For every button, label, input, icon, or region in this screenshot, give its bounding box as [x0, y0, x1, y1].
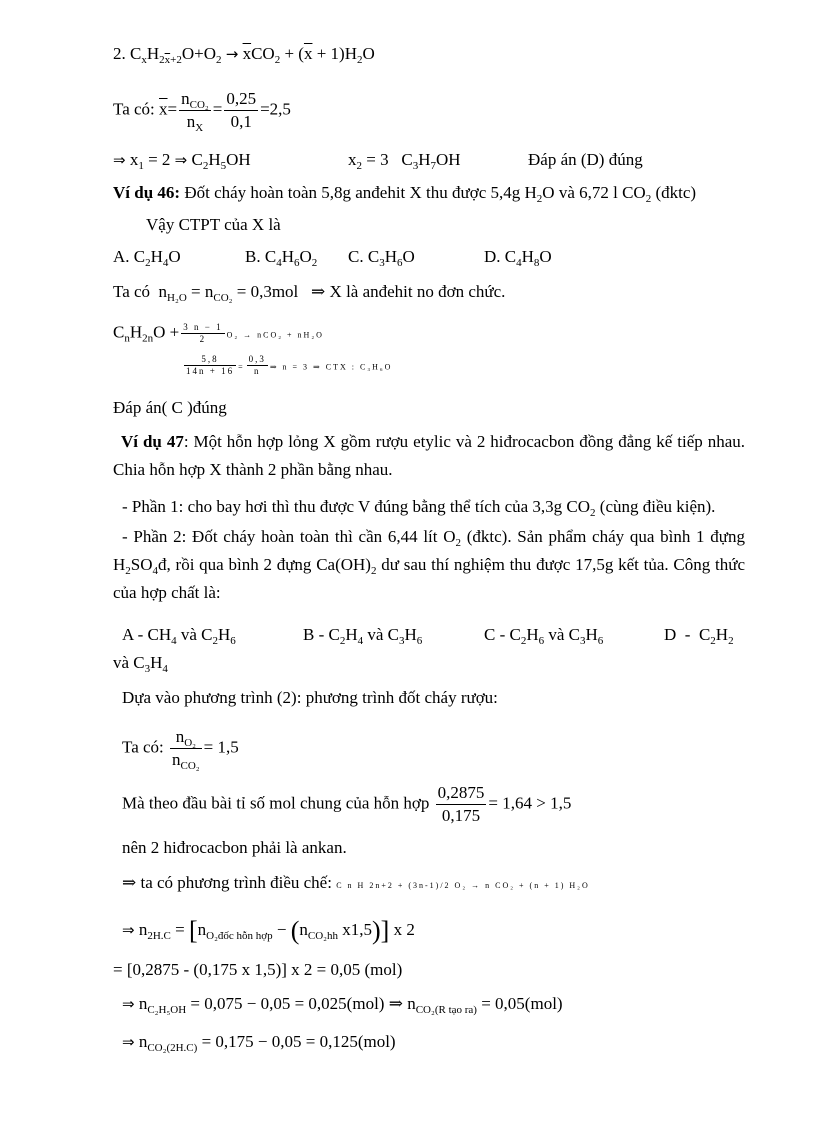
result-line-1: ⇒ $x_1 = 2$ ⇒ $C_2H_5OH$	[113, 150, 251, 172]
example-46-eq-1: $C_nH_{2n}O$ + $\frac{3 n - 1}{2}$ O₂ → nCO₂ + nH₂O	[113, 322, 324, 345]
equation-line-1: 2. $C_xH_{2\overline{x}+2}O+O_2 \to \overline{x}CO_2 + (\overline{x} + 1)H_2O$	[113, 44, 375, 66]
solution-line-6: ⇒ $n_{2H.C} = [n_{O_2đốc hỗn hợp} - (n_{CO_2hh}$ x1,5)] x 2	[122, 916, 415, 946]
ex47-option-c: C - $C_2H_6$ và $C_3H_6$	[484, 625, 604, 647]
solution-line-4: nên 2 hiđrocacbon phải là ankan.	[122, 838, 347, 857]
solution-line-9: ⇒ $n_{CO_2(2H.C)} = 0,175 - 0,05 = 0,125(mol)$	[122, 1032, 396, 1054]
ex47-option-b: B - $C_2H_4$ và $C_3H_6$	[303, 625, 423, 647]
result-line-2: $x_2 = 3$ $C_3H_7OH$	[348, 150, 461, 172]
solution-line-3: Mà theo đầu bài tỉ số mol chung của hỗn hợp $\frac{0,2875}{0,175}$ = 1,64 > 1,5	[122, 783, 572, 825]
ex47-option-a: A - $CH_4$ và $C_2H_6$	[122, 625, 236, 647]
option-b: B. $C_4H_6O_2$	[245, 247, 318, 269]
option-c: C. $C_3H_6O$	[348, 247, 415, 269]
option-d: D. $C_4H_8O$	[484, 247, 552, 269]
example-47-part-2: - Phần 2: Đốt cháy hoàn toàn thì cần 6,44 lít $O_2$ (đktc). Sản phẩm cháy qua bình 1 đựng $H_2SO_4đ$, rồi qua bình 2 đựng $Ca(OH)_2$ dư sau thí nghiệm thu được 17,5g kết tủa. Công thức của hợp chất là:	[113, 527, 746, 602]
solution-line-7: = [0,2875 - (0,175 x 1,5)] x 2 = 0,05 (mol)	[113, 960, 403, 979]
ex47-option-d: D - $C_2H_2$	[664, 625, 734, 647]
example-46-line-1: Ta có $n_{H_2O} = n_{CO_2} = 0,3mol$ ⇒ X là anđehit no đơn chức.	[113, 282, 506, 304]
solution-line-5: ⇒ ta có phương trình điều chế: C n H 2n+2 + (3n-1)/2 O₂ → n CO₂ + (n + 1) H₂O	[122, 873, 590, 892]
equation-line-2: Ta có: $\overline{x}=$ $\frac{n_{CO_2}}{n_X}$ = $\frac{0,25}{0,1}$ =2,5	[113, 89, 291, 134]
example-46-title: Ví dụ 46: Đốt cháy hoàn toàn 5,8g anđehit X thu được 5,4g $H_2O$ và 6,72 l $CO_2$ (đktc)	[113, 183, 697, 205]
example-47-intro: Ví dụ 47: Một hỗn hợp lỏng X gồm rượu etylic và 2 hiđrocacbon đồng đẳng kế tiếp nhau. Chia hỗn hợp X thành 2 phần bằng nhau.	[113, 432, 745, 479]
ex47-option-d-cont: và $C_3H_4$	[113, 653, 168, 675]
example-47-part-1: - Phần 1: cho bay hơi thì thu được V đúng bằng thể tích của 3,3g $CO_2$ (cùng điều kiện).	[122, 497, 716, 519]
option-a: A. $C_2H_4O$	[113, 247, 181, 269]
solution-line-1: Dựa vào phương trình (2): phương trình đốt cháy rượu:	[122, 688, 498, 707]
example-46-question: Vậy CTPT của X là	[146, 215, 281, 234]
solution-line-8: ⇒ $n_{C_2H_5OH} = 0,075 - 0,05 = 0,025(mol)$ ⇒ $n_{CO_2(R tạo ra)} = 0,05(mol)$	[122, 994, 563, 1016]
answer-d: Đáp án (D) đúng	[528, 150, 643, 169]
solution-line-2: Ta có: $\frac{n_{O_2}}{n_{CO_2}}$ = 1,5	[122, 727, 239, 772]
example-46-answer: Đáp án( C )đúng	[113, 398, 227, 417]
example-46-eq-2: $\frac{5,8}{14n + 16}$ = $\frac{0,3}{n}$ ⇒ n = 3 ⇒ CTX : C₃H₆O	[186, 354, 393, 376]
